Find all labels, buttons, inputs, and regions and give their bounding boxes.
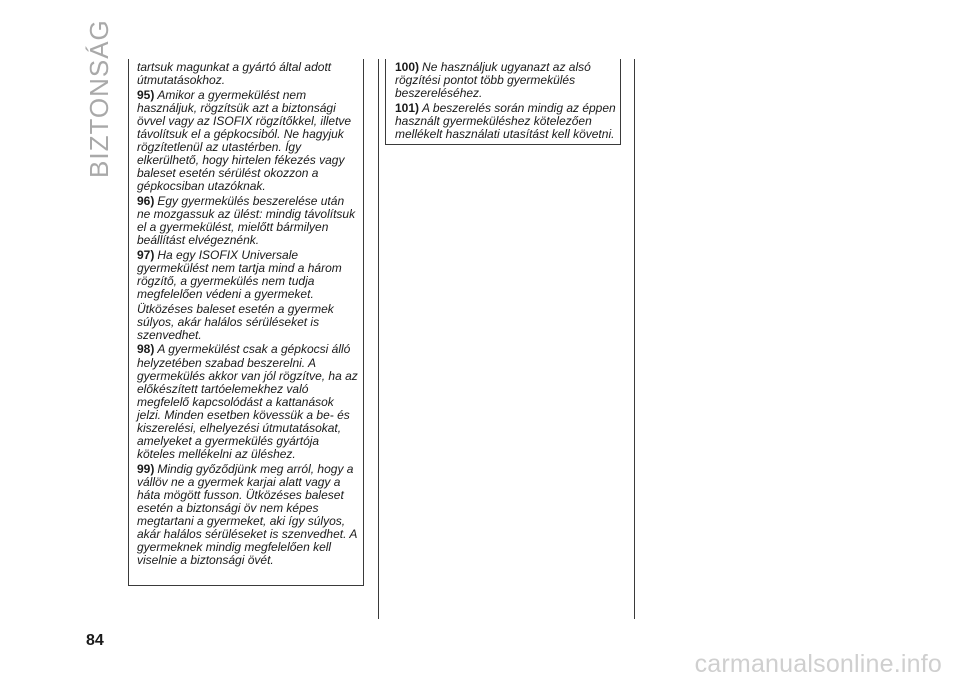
paragraph-number: 95) [137, 87, 155, 102]
paragraph-text: Ütközéses baleset esetén a gyermek súlyos, akár halálos sérüléseket is szenvedhet. [137, 301, 334, 342]
paragraph-96 [137, 195, 359, 247]
paragraph-text: Ha egy ISOFIX Universale gyermekülést nem tartja mind a három rögzítő, a gyermekülés nem tudja megfelelően védeni a gyermeket. [137, 247, 342, 302]
column-divider [378, 59, 379, 619]
paragraph-number: 99) [137, 461, 155, 476]
warning-box-left [128, 59, 364, 586]
paragraph-text: Amikor a gyermekülést nem használjuk, rögzítsük azt a biztonsági övvel vagy az ISOFIX rögzítőkkel, illetve távolítsuk el a gépkocsiból. Ne hagyjuk rögzítetlenül az utastérben. Így elkerülhető, hogy hirtelen fékezés vagy baleset esetén sérülést okozzon a gépkocsiban utazóknak. [137, 87, 352, 194]
paragraph-number: 96) [137, 193, 155, 208]
paragraph-95 [137, 89, 359, 194]
paragraph-text: Mindig győződjünk meg arról, hogy a vállöv ne a gyermek karjai alatt vagy a háta mögött fusson. Ütközéses baleset esetén a biztonsági öv nem képes megtartani a gyermeket, aki így súlyos, akár halálos sérüléseket is szenvedhet. A gyermeknek mindig megfelelően kell viselnie a biztonsági övét. [137, 461, 357, 568]
paragraph-100 [395, 61, 616, 100]
paragraph-number: 98) [137, 342, 155, 357]
column-divider [634, 59, 635, 619]
paragraph [137, 303, 359, 342]
paragraph-98 [137, 343, 359, 461]
paragraph-number: 100) [395, 60, 420, 74]
paragraph-text: A beszerelés során mindig az éppen használt gyermeküléshez kötelezően mellékelt használati utasítást kell követni. [395, 100, 616, 141]
paragraph-text: tartsuk magunkat a gyártó által adott útmutatásokhoz. [137, 60, 332, 88]
paragraph-number: 101) [395, 100, 420, 115]
warning-box-right [385, 59, 621, 145]
paragraph-text: Ne használjuk ugyanazt az alsó rögzítési pontot több gyermekülés beszereléséhez. [395, 60, 591, 101]
paragraph [137, 61, 359, 87]
section-title: BIZTONSÁG [84, 19, 114, 178]
watermark: carmanualsonline.info [694, 650, 942, 678]
paragraph-99 [137, 463, 359, 568]
paragraph-number: 97) [137, 247, 155, 262]
paragraph-text: Egy gyermekülés beszerelése után ne mozgassuk az ülést: mindig távolítsuk el a gyermekülést, mielőtt bármilyen beállítást elvégeznénk. [137, 193, 356, 248]
paragraph-97 [137, 249, 359, 301]
paragraph-101 [395, 102, 616, 141]
paragraph-text: A gyermekülést csak a gépkocsi álló helyzetében szabad beszerelni. A gyermekülés akkor van jól rögzítve, ha az előkészített tartóelemekhez való megfelelő kapcsolódást a kattanások jelzi. Minden esetben kövessük a be- és kiszerelési, elhelyezési útmutatásokat, amelyeket a gyermekülés gyártója köteles mellékelni az üléshez. [137, 342, 358, 462]
page-number: 84 [86, 632, 104, 649]
